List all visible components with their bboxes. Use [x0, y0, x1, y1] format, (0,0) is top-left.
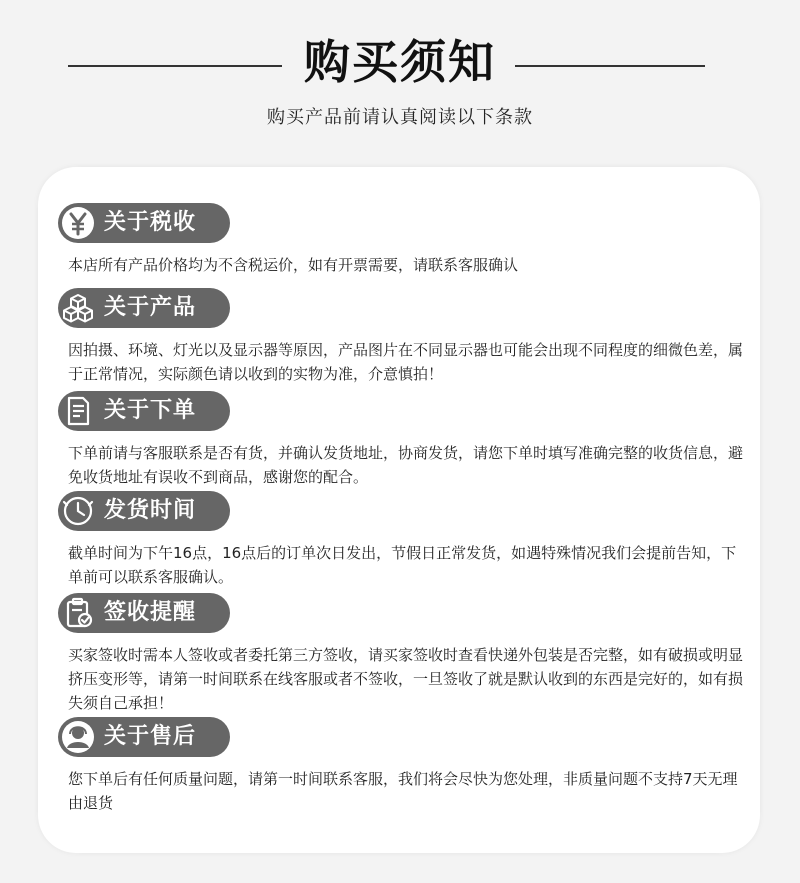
- page-title: 购买须知: [304, 35, 496, 89]
- section-title: 关于产品: [104, 295, 197, 320]
- section-title: 关于下单: [104, 398, 197, 423]
- section-text: 您下单后有任何质量问题，请第一时间联系客服，我们将会尽快为您处理，非质量问题不支持7天无理由退货: [68, 770, 738, 812]
- section-header: [58, 288, 230, 328]
- section-header: [58, 391, 230, 431]
- page-subtitle: 购买产品前请认真阅读以下条款: [267, 107, 533, 128]
- customer-service-icon: [60, 719, 96, 755]
- boxes-icon: [60, 290, 96, 326]
- clock-icon: [60, 493, 96, 529]
- title-divider-right: [515, 65, 705, 67]
- section-text: 截单时间为下午16点，16点后的订单次日发出，节假日正常发货，如遇特殊情况我们会提前告知，下单前可以联系客服确认。: [68, 544, 737, 586]
- section-header: [58, 203, 230, 243]
- section-text: 本店所有产品价格均为不含税运价，如有开票需要，请联系客服确认: [68, 256, 519, 274]
- notice-card: [38, 167, 760, 853]
- section-text: 因拍摄、环境、灯光以及显示器等原因，产品图片在不同显示器也可能会出现不同程度的细微色差，属于正常情况，实际颜色请以收到的实物为准，介意慎拍！: [68, 341, 744, 383]
- section-title: 关于税收: [104, 210, 197, 235]
- clipboard-check-icon: [60, 595, 96, 631]
- header: [0, 0, 800, 160]
- section-header: [58, 717, 230, 757]
- section-header: [58, 491, 230, 531]
- section-title: 关于售后: [104, 724, 197, 749]
- section-text: 下单前请与客服联系是否有货，并确认发货地址，协商发货，请您下单时填写准确完整的收货信息，避免收货地址有误收不到商品，感谢您的配合。: [68, 444, 744, 486]
- yen-icon: [60, 205, 96, 241]
- order-form-icon: [60, 393, 96, 429]
- section-title: 发货时间: [104, 498, 197, 523]
- section-title: 签收提醒: [104, 600, 197, 625]
- section-header: [58, 593, 230, 633]
- section-text: 买家签收时需本人签收或者委托第三方签收，请买家签收时查看快递外包装是否完整，如有破损或明显挤压变形等，请第一时间联系在线客服或者不签收，一旦签收了就是默认收到的东西是完好的，如有损失须自己承担！: [68, 646, 744, 712]
